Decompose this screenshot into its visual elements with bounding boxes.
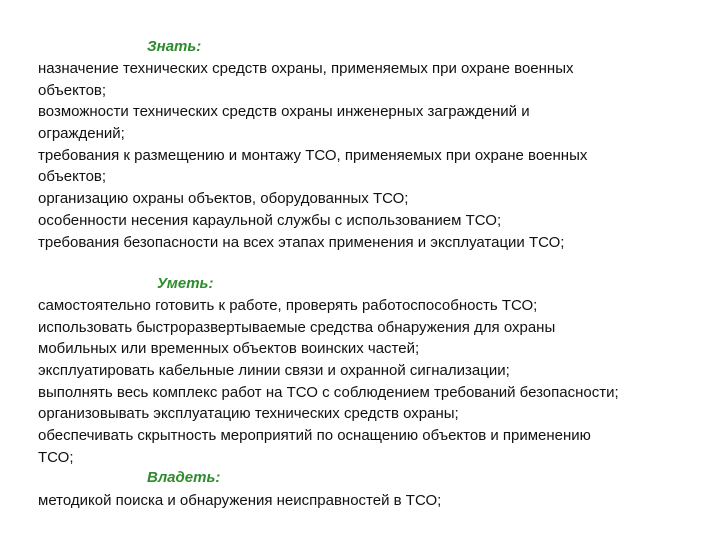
own-heading: Владеть: xyxy=(147,469,221,486)
list-item: ТСО; xyxy=(38,448,74,466)
know-heading: Знать: xyxy=(147,38,202,55)
list-item: возможности технических средств охраны инженерных заграждений и xyxy=(38,103,530,121)
list-item: ограждений; xyxy=(38,125,125,143)
list-item: требования к размещению и монтажу ТСО, применяемых при охране военных xyxy=(38,146,588,164)
list-item: требования безопасности на всех этапах применения и эксплуатации ТСО; xyxy=(38,233,565,251)
list-item: выполнять весь комплекс работ на ТСО с соблюдением требований безопасности; xyxy=(38,383,619,401)
list-item: особенности несения караульной службы с использованием ТСО; xyxy=(38,211,502,229)
can-heading: Уметь: xyxy=(157,275,214,292)
list-item: организовывать эксплуатацию технических средств охраны; xyxy=(38,405,459,423)
can-list xyxy=(38,295,698,469)
list-item: эксплуатировать кабельные линии связи и охранной сигнализации; xyxy=(38,362,510,380)
list-item: самостоятельно готовить к работе, проверять работоспособность ТСО; xyxy=(38,297,538,314)
list-item: организацию охраны объектов, оборудованных ТСО; xyxy=(38,190,409,208)
know-list xyxy=(38,58,698,253)
list-item: мобильных или временных объектов воинских частей; xyxy=(38,340,420,358)
list-item: назначение технических средств охраны, применяемых при охране военных xyxy=(38,60,574,77)
list-item: использовать быстроразвертываемые средства обнаружения для охраны xyxy=(38,318,556,336)
list-item: обеспечивать скрытность мероприятий по оснащению объектов и применению xyxy=(38,427,591,445)
list-item: объектов; xyxy=(38,81,107,99)
list-item: методикой поиска и обнаружения неисправностей в ТСО; xyxy=(38,492,442,509)
own-list xyxy=(38,490,698,512)
list-item: объектов; xyxy=(38,168,107,186)
